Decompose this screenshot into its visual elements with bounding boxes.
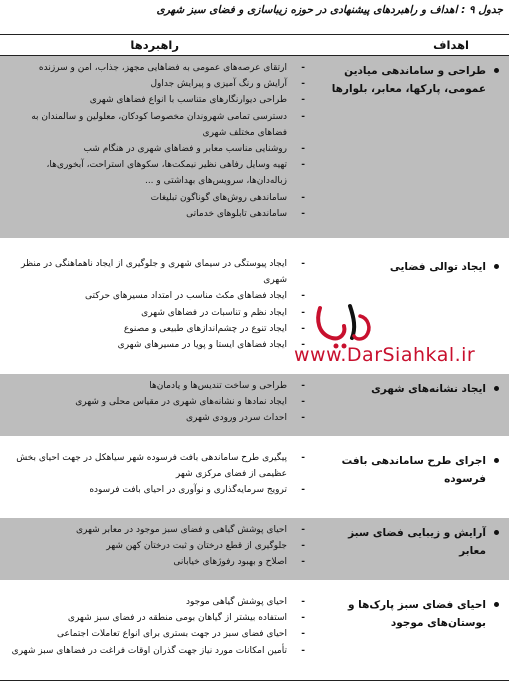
goal-text: احیای فضای سبز پارک‌ها و بوستان‌های موجود (347, 599, 486, 629)
table-header (0, 34, 509, 56)
goal-cell (319, 524, 509, 560)
table-bottom-border (0, 680, 509, 682)
bullet-icon (494, 602, 499, 607)
goal-text: طراحی و ساماندهی میادین عمومی، پارکها، معابر، بلوارها (331, 65, 486, 95)
goal-text: آرایش و زیبایی فضای سبز معابر (348, 527, 486, 557)
goal-text: اجرای طرح ساماندهی بافت فرسوده (341, 455, 486, 485)
list-item: - تأمین امکانات مورد نیاز جهت گذران اوقات فراغت در فضاهای سبز شهری (6, 643, 309, 659)
table-row (0, 56, 509, 238)
bullet-icon (494, 530, 499, 535)
list-item: - دسترسی تمامی شهروندان مخصوصا کودکان، معلولین و سالمندان به فضاهای مختلف شهری (6, 109, 309, 141)
table-caption: جدول ۹ : اهداف و راهبردهای پیشنهادی در حوزه زیباسازی و فضای سبز شهری (156, 4, 503, 16)
table-row (0, 590, 509, 670)
list-item: - ایجاد پیوستگی در سیمای شهری و جلوگیری از ایجاد ناهماهنگی در منظر شهری (6, 256, 309, 288)
list-item: - ایجاد فضاهای ایستا و پویا در مسیرهای شهری (6, 337, 309, 353)
list-item: - طراحی دیوارنگارهای متناسب با انواع فضاهای شهری (6, 92, 309, 108)
goal-text: ایجاد توالی فضایی (389, 261, 486, 273)
site-logo-icon (310, 298, 380, 350)
strategy-list (6, 594, 309, 659)
list-item: - پیگیری طرح ساماندهی بافت فرسوده شهر سیاهکل در جهت احیای بخش عظیمی از فضای مرکزی شهر (6, 450, 309, 482)
list-item: - تهیه وسایل رفاهی نظیر نیمکت‌ها، سکوهای استراحت، آبخوری‌ها، زباله‌دان‌ها، سرویس‌های بهداشتی و ... (6, 157, 309, 189)
watermark-url: www.DarSiahkal.ir (294, 344, 476, 366)
goal-cell (319, 62, 509, 98)
goal-cell (319, 452, 509, 488)
list-item: - احیای پوشش گیاهی موجود (6, 594, 309, 610)
list-item: - آرایش و رنگ آمیزی و پیرایش جداول (6, 76, 309, 92)
goals-header: اهداف (433, 38, 469, 52)
strategy-list (6, 378, 309, 427)
strategy-list (6, 522, 309, 571)
table-row (0, 446, 509, 504)
strategy-list (6, 450, 309, 499)
list-item: - احیای فضای سبز در جهت بستری برای انواع تعاملات اجتماعی (6, 626, 309, 642)
list-item: - ایجاد تنوع در چشم‌اندازهای طبیعی و مصنوع (6, 321, 309, 337)
list-item: - ارتقای عرصه‌های عمومی به فضاهایی مجهز، جذاب، امن و سرزنده (6, 60, 309, 76)
bullet-icon (494, 68, 499, 73)
list-item: - استفاده بیشتر از گیاهان بومی منطقه در فضای سبز شهری (6, 610, 309, 626)
list-item: - ساماندهی تابلوهای خدماتی (6, 206, 309, 222)
list-item: - طراحی و ساخت تندیس‌ها و یادمان‌ها (6, 378, 309, 394)
list-item: - ساماندهی روش‌های گوناگون تبلیغات (6, 190, 309, 206)
list-item: - ترویج سرمایه‌گذاری و نوآوری در احیای بافت فرسوده (6, 482, 309, 498)
strategies-header: راهبردها (130, 38, 179, 52)
watermark (294, 298, 506, 388)
bullet-icon (494, 264, 499, 269)
list-item: - جلوگیری از قطع درختان و ثبت درختان کهن شهر (6, 538, 309, 554)
list-item: - ایجاد نظم و تناسبات در فضاهای شهری (6, 305, 309, 321)
list-item: - احیای پوشش گیاهی و فضای سبز موجود در معابر شهری (6, 522, 309, 538)
list-item: - روشنایی مناسب معابر و فضاهای شهری در هنگام شب (6, 141, 309, 157)
bullet-icon (494, 458, 499, 463)
table-row (0, 518, 509, 580)
strategy-list (6, 60, 309, 222)
goal-cell (319, 258, 509, 276)
goal-text: ایجاد نشانه‌های شهری (371, 383, 486, 395)
list-item: - ایجاد فضاهای مکث مناسب در امتداد مسیرهای حرکتی (6, 288, 309, 304)
list-item: - اصلاح و بهبود رفوژهای خیابانی (6, 554, 309, 570)
strategy-list (6, 256, 309, 353)
list-item: - ایجاد نمادها و نشانه‌های شهری در مقیاس محلی و شهری (6, 394, 309, 410)
goal-cell (319, 596, 509, 632)
list-item: - احداث سردر ورودی شهری (6, 410, 309, 426)
